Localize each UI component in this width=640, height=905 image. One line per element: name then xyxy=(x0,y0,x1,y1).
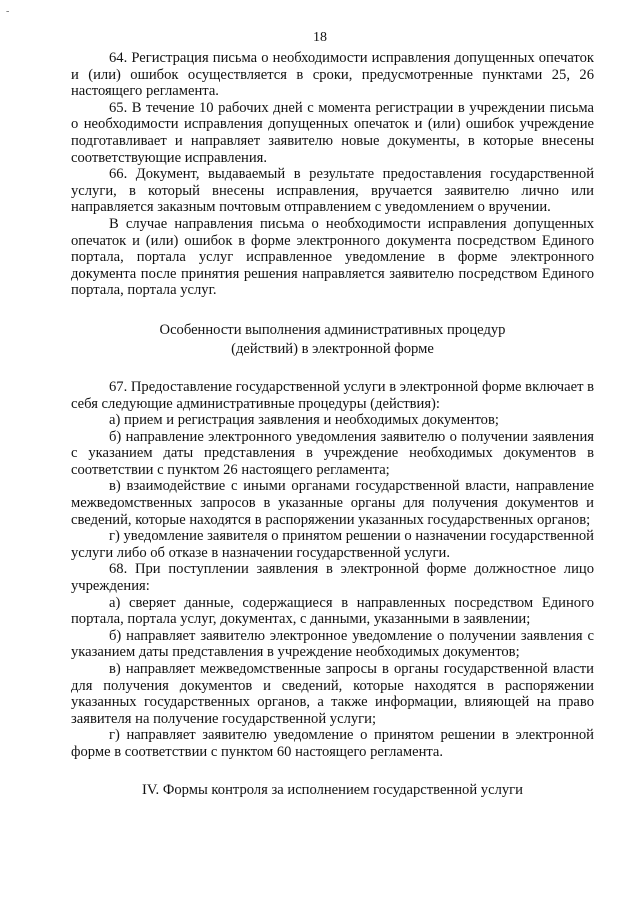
list-item-67a: а) прием и регистрация заявления и необходимых документов; xyxy=(109,412,499,429)
paragraph-65: 65. В течение 10 рабочих дней с момента регистрации в учреждении письма о необходимости исправления допущенных опечаток и (или) ошибок учреждение подготавливает и направляет заявителю новые документы, в которые внесены соответствующие исправления. xyxy=(71,99,594,166)
document-body xyxy=(71,50,594,798)
list-item-67d: г) уведомление заявителя о принятом решении о назначении государственной услуги либо об отказе в назначении государственной услуги. xyxy=(71,528,594,561)
subsection-heading xyxy=(71,321,594,359)
list-item-68c: в) направляет межведомственные запросы в органы государственной власти для получения документов и сведений, которые находятся в распоряжении указанных государственных органов, а также информации, влияющей на право заявителя на получение государственной услуги; xyxy=(71,661,594,727)
paragraph-66-electronic: В случае направления письма о необходимости исправления допущенных опечаток и (или) ошибок в форме электронного документа посредством Единого портала, портала услуг исправленное уведомление в форме электронного документа после принятия решения направляется заявителю посредством Единого портала, портала услуг. xyxy=(71,215,594,299)
corner-mark: - xyxy=(6,6,10,17)
paragraph-66: 66. Документ, выдаваемый в результате предоставления государственной услуги, в который внесены исправления, вручается заявителю лично или направляется заказным почтовым отправлением с уведомлением о вручении. xyxy=(71,166,594,216)
section-title: IV. Формы контроля за исполнением государственной услуги xyxy=(142,781,523,798)
paragraph-67: 67. Предоставление государственной услуги в электронной форме включает в себя следующие административные процедуры (действия): xyxy=(71,378,594,412)
paragraph-64: 64. Регистрация письма о необходимости исправления допущенных опечаток и (или) ошибок осуществляется в сроки, предусмотренные пунктами 25, 26 настоящего регламента. xyxy=(71,50,594,100)
list-item-68b: б) направляет заявителю электронное уведомление о получении заявления с указанием даты представления в учреждение необходимых документов; xyxy=(71,627,594,661)
list-item-67b: б) направление электронного уведомления заявителю о получении заявления с указанием даты представления в учреждение необходимых документов в соответствии с пунктом 26 настоящего регламента; xyxy=(71,428,594,478)
subsection-heading-line-2: (действий) в электронной форме xyxy=(231,340,434,357)
paragraph-68: 68. При поступлении заявления в электронной форме должностное лицо учреждения: xyxy=(71,561,594,595)
list-item-67c: в) взаимодействие с иными органами государственной власти, направление межведомственных запросов в указанные органы для получения документов и сведений, которые находятся в распоряжении указанных государственных органов; xyxy=(71,478,594,528)
subsection-heading-line-1: Особенности выполнения административных процедур xyxy=(159,321,506,338)
page-number: 18 xyxy=(313,30,327,45)
list-item-68a: а) сверяет данные, содержащиеся в направленных посредством Единого портала, портала услуг, документах, с данными, указанными в заявлении; xyxy=(71,594,594,628)
list-item-68d: г) направляет заявителю уведомление о принятом решении в электронной форме в соответствии с пунктом 60 настоящего регламента. xyxy=(71,727,594,760)
